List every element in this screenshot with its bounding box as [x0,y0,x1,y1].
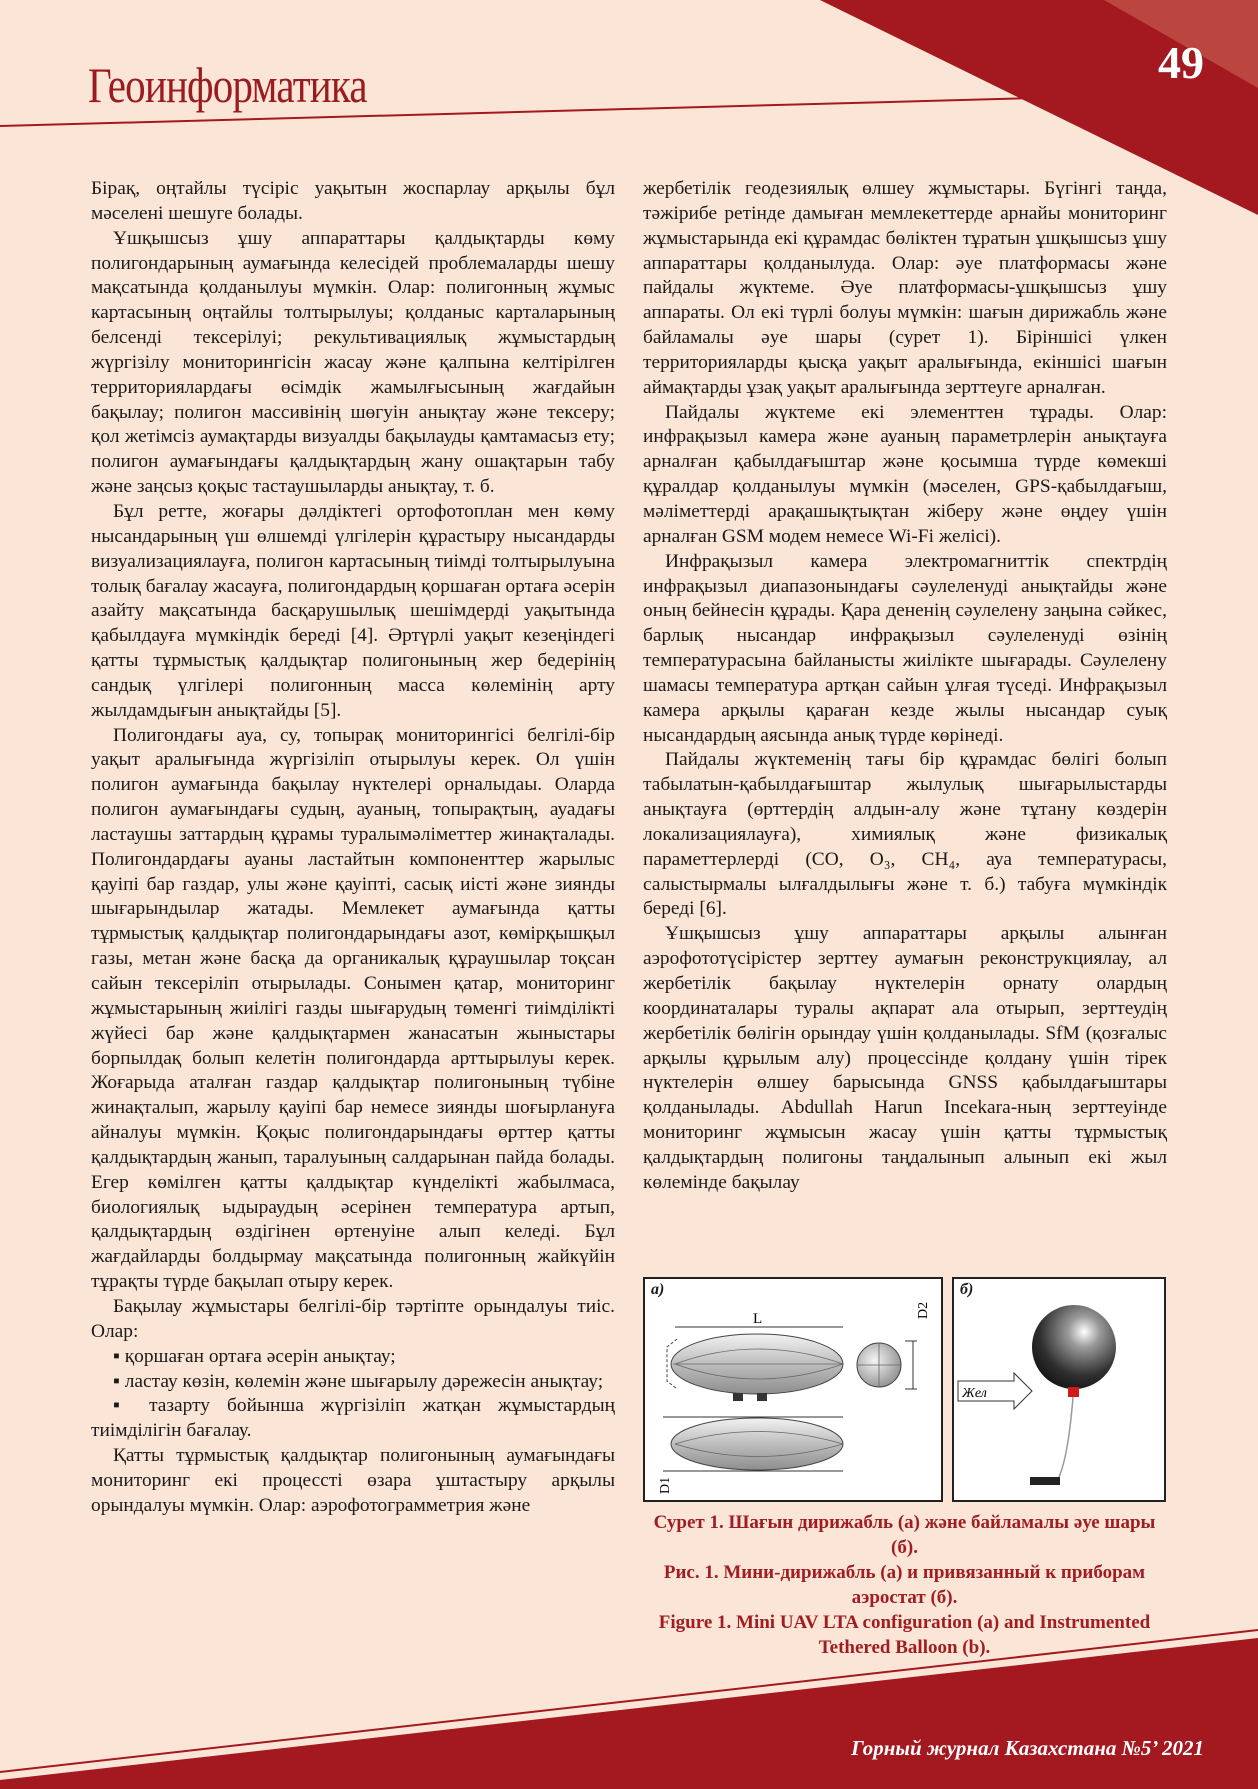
journal-footer: Горный журнал Казахстана №5’ 2021 [851,1736,1204,1760]
paragraph: ▪ ластау көзін, көлемін және шығарылу дәрежесін анықтау; [113,1370,604,1392]
paragraph: Бірақ, оңтайлы түсіріс уақытын жоспарлау арқылы бұл мәселені шешуге болады. [91,178,615,224]
d2-label: D2 [916,1301,931,1319]
paragraph: ▪ қоршаған ортаға әсерін анықтау; [113,1345,396,1367]
paragraph: Ұшқышсыз ұшу аппараттары қалдықтарды көму полигондарының аумағында келесідей проблемаларды шешу мақсатында қолданылуы мүмкін. Олар: полигонның жұмыс картасының оңтайлы толтырылуы; қолданыс карталарының белсенді тексерілуі; рекультивациялық жұмыстардың жүргізілу мониторингісін жасау және қалпына келтірілген территориялардағы өсімдік жамылғысының жағдайын бақылау; полигон массивінің шөгуін анықтау және тексеру; қол жетімсіз аумақтарды визуалды бақылауды қамтамасыз ету; полигон аумағындағы қалдықтардың жану ошақтарын табу және заңсыз қоқыс тастаушыларды анықтау, т. б. [91,227,615,498]
left-column [91,177,615,1519]
paragraph: ▪ тазарту бойынша жүргізіліп жатқан жұмыстардың тиімділігін бағалау. [91,1395,615,1442]
paragraph: Пайдалы жүктеменің тағы бір құрамдас бөлігі болып табылатын-қабылдағыштар жылулық шығарылыстарды анықтауға (өрттердің алдын-алу және тұтану көздерін локализациялауға), химиялық және физикалық параметтерлерді (CO, O₃, CH₄, ауа температурасы, салыстырмалы ылғалдылығы және т. б.) табуға мүмкіндік береді [6]. [643,749,1167,920]
section-title: Геоинформатика [88,57,367,113]
caption-en: Figure 1. Mini UAV LTA configuration (а) and Instrumented Tethered Balloon (b). [658,1612,1151,1658]
paragraph: Пайдалы жүктеме екі элементтен тұрады. Олар: инфрақызыл камера және ауаның параметрлерін анықтауға арналған қабылдағыштар және қосымша түрде көмекші құралдар қолданылуы мүмкін (мәселен, GPS-қабылдағыш, мәліметтерді арақашықтықтан жіберу және өңдеу үшін арналған GSM модем немесе Wi-Fi желісі). [643,401,1167,547]
d1-label: D1 [658,1476,673,1494]
paragraph: Бұл ретте, жоғары дәлдіктегі ортофотоплан мен көму нысандарының үш өлшемді үлгілерін құрастыру нысандарды визуализациялауға, полигон картасының тиімді толтырылуына толық бағалау жасауға, полигондардың қоршаған ортаға әсерін азайту мақсатында басқарушылық шешімдерді уақытында қабылдауға мүмкіндік береді [4]. Әртүрлі уақыт кезеңіндегі қатты тұрмыстық қалдықтар полигонының жер бедерінің сандық үлгілері полигонның масса көлемінің арту жылдамдығын анықтайды [5]. [91,500,615,721]
right-column [643,177,1167,1196]
paragraph: Бақылау жұмыстары белгілі-бір тәртіпте орындалуы тиіс. Олар: [91,1295,615,1342]
paragraph: Қатты тұрмыстық қалдықтар полигонының аумағындағы мониторинг екі процессті өзара ұштастыру арқылы орындалуы мүмкін. Олар: аэрофотограмметрия және [91,1445,615,1516]
panel-b-tag: б) [960,1281,974,1298]
tethered-balloon-diagram [954,1279,1164,1500]
figure-panel-b [952,1277,1166,1502]
mini-airship-diagram [645,1279,941,1500]
figure-panel-a [643,1277,943,1502]
paragraph: Полигондағы ауа, су, топырақ мониторингісі белгілі-бір уақыт аралығында жүргізіліп отырылуы керек. Ол үшін полигон аумағында бақылау нүктелері орналыдаы. Оларда полигон аумағындағы судың, ауаның, топырақтың, ауадағы ластаушы заттардың құрамы туралымәліметтер жинақталады. Полигондардағы ауаны ластайтын компоненттер жарылыс қауіпі бар газдар, улы және қауіпті, сасық иісті және зиянды шығарындылар жатады. Мемлекет аумағында қатты тұрмыстық қалдықтар полигондарындағы азот, көмірқышқыл газы, метан және басқа да органикалық құраушылар тоқсан сайын тексеріліп отырылады. Сонымен қатар, мониторинг жұмыстарының жиілігі газды шығарудың төменгі тиімділікті жүйесі бар және қалдықтармен жанасатын жыныстары борпылдақ болып келетін полигондарда арттырылуы керек. Жоғарыда аталған газдар қалдықтар полигонының түбіне жинақталып, жарылу қауіпі бар немесе зиянды шоғырлануға айналуы мүмкін. Қоқыс полигондарындағы өрттер қатты қалдықтардың жанып, таралуының салдарынан пайда болады. Егер көмілген қатты қалдықтар күнделікті жабылмаса, биологиялық ыдыраудың әсерінен температура артып, қалдықтардың өздігінен өртенуіне алып келеді. Бұл жағдайларды болдырмау мақсатында полигонның жайкүйін тұрақты түрде бақылап отыру керек. [91,724,615,1293]
paragraph: жербетілік геодезиялық өлшеу жұмыстары. Бүгінгі таңда, тәжірибе ретінде дамыған мемлекеттерде арнайы мониторинг жұмыстарында екі құрамдас бөліктен тұратын ұшқышсыз ұшу аппараттары қолданылуда. Олар: әуе платформасы және пайдалы жүктеме. Әуе платформасы-ұшқышсыз ұшу аппараты. Ол екі түрлі болуы мүмкін: шағын дирижабль және байламалы әуе шары (сурет 1). Біріншісі үлкен территорияларды қысқа уақыт аралығында, екіншісі шағын аймақтарды ұзақ уақыт аралығында зерттеуге арналған. [643,178,1167,398]
caption-ru: Рис. 1. Мини-дирижабль (а) и привязанный к приборам аэростат (б). [663,1562,1146,1608]
wind-label: Жел [962,1386,987,1401]
page-number: 49 [1158,37,1204,88]
caption-kz: Сурет 1. Шағын дирижабль (а) және байламалы әуе шары (б). [653,1512,1156,1558]
footer-decoration [0,1620,1258,1789]
paragraph: Инфрақызыл камера электромагниттік спектрдің инфрақызыл диапазонындағы сәулеленуді анықтайды және оның бейнесін құрады. Қара дененің сәулелену заңына сәйкес, барлық нысандар инфрақызыл сәулеленуді өзінің температурасына байланысты жиілікте шығарады. Сәулелену шамасы температура артқан сайын ұлғая түседі. Инфрақызыл камера арқылы қараған кезде жылы нысандар суық нысандардың аясында анық түрде көрінеді. [643,550,1167,746]
paragraph: Ұшқышсыз ұшу аппараттары арқылы алынған аэрофототүсірістер зерттеу аумағын реконструкциялау, ал жербетілік бақылау нүктелерін орнату олардың координаталары туралы ақпарат ала отырып, зерттеудің жербетілік бөлігін орындау үшін қолданылады. SfM (қозғалыс арқылы құрылым алу) процессінде қолдану үшін тірек нүктелерін өлшеу барысында GNSS қабылдағыштары қолданылады. Abdullah Harun Incekara-ның зерттеуінде мониторинг жұмысын жасау үшін қатты тұрмыстық қалдықтардың полигоны таңдалынып алынып екі жыл көлемінде бақылау [643,923,1167,1193]
length-label: L [753,1311,763,1327]
panel-a-tag: а) [651,1281,665,1298]
